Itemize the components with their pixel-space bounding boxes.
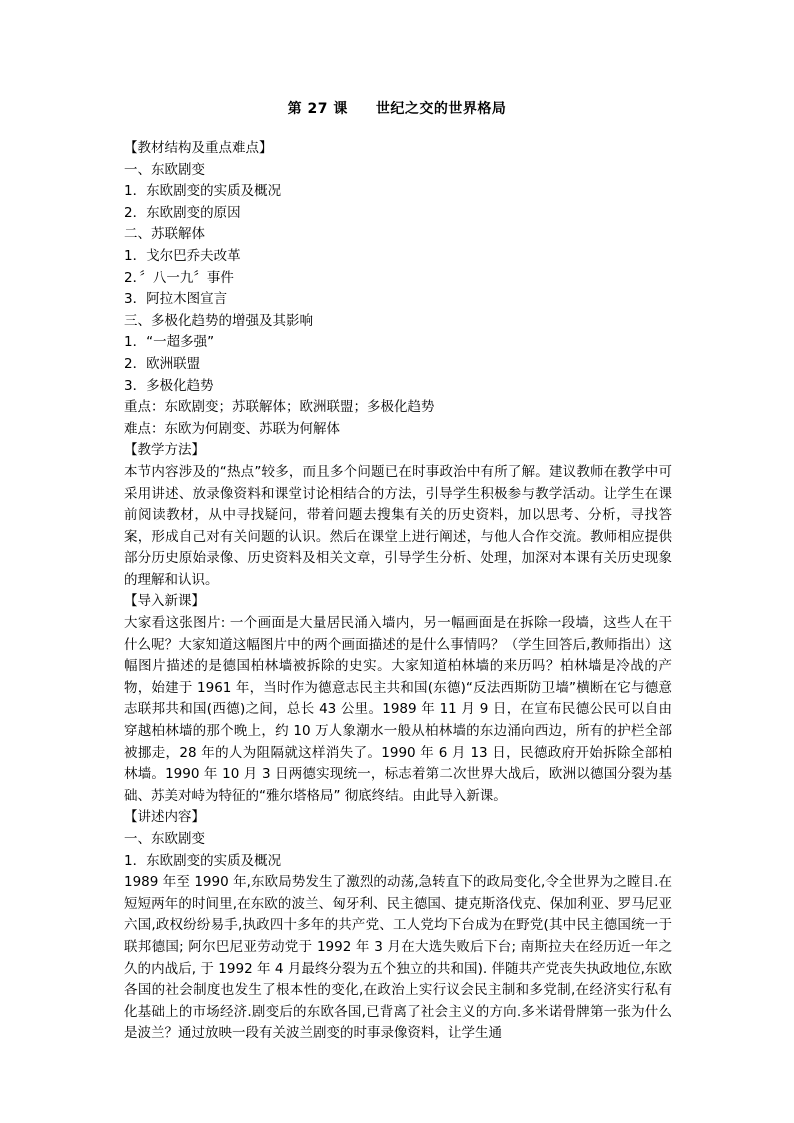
outline-item: 2．欧洲联盟 <box>124 355 201 372</box>
document-body <box>124 138 672 1045</box>
outline-item: 1．东欧剧变的实质及概况 <box>124 183 282 200</box>
outline-item: 2．〞八一九〞事件 <box>124 269 234 286</box>
outline-item: 3．阿拉木图宣言 <box>124 291 228 308</box>
lecture-paragraph: 1989 年至 1990 年,东欧局势发生了激烈的动荡,急转直下的政局变化,令全世界为之瞠目.在短短两年的时间里,在东欧的波兰、匈牙利、民主德国、捷克斯洛伐克、保加利亚、罗马尼亚六国,政权纷纷易手,执政四十多年的共产党、工人党均下台成为在野党(其中民主德国统一于联邦德国; 阿尔巴尼亚劳动党于 1992 年 3 月在大选失败后下台; 南斯拉夫在经历近一年之久的内战后, 于 1992 年 4 月最终分裂为五个独立的共和国). 伴随共产党丧失执政地位,东欧各国的社会制度也发生了根本性的变化,在政治上实行议会民主制和多党制,在经济实行私有化基础上的市场经济.剧变后的东欧各国,已背离了社会主义的方向.多米诺骨牌第一张为什么是波兰？通过放映一段有关波兰剧变的时事录像资料，让学生通 <box>124 874 672 1042</box>
difficult-points: 难点：东欧为何剧变、苏联为何解体 <box>124 420 340 437</box>
intro-paragraph: 大家看这张图片: 一个画面是大量居民涌入墙内，另一幅画面是在拆除一段墙，这些人在干什么呢？大家知道这幅图片中的两个画面描述的是什么事情吗？（学生回答后,教师指出）这幅图片描述的是德国柏林墙被拆除的史实。大家知道柏林墙的来历吗？柏林墙是冷战的产物，始建于 1961 年，当时作为德意志民主共和国(东德)“反法西斯防卫墙”横断在它与德意志联邦共和国(西德)之间，总长 43 公里。1989 年 11 月 9 日，在宣布民德公民可以自由穿越柏林墙的那个晚上，约 10 万人象潮水一般从柏林墙的东边涌向西边，所有的护栏全部被挪走，28 年的人为阻隔就这样消失了。1990 年 6 月 13 日，民德政府开始拆除全部柏林墙。1990 年 10 月 3 日两德实现统一，标志着第二次世界大战后，欧洲以德国分裂为基础、苏美对峙为特征的“雅尔塔格局” 彻底终结。由此导入新课。 <box>124 615 672 804</box>
key-points: 重点：东欧剧变；苏联解体；欧洲联盟；多极化趋势 <box>124 399 435 416</box>
lecture-subsection: 1．东欧剧变的实质及概况 <box>124 852 282 869</box>
outline-item: 2．东欧剧变的原因 <box>124 204 241 221</box>
page-title <box>0 98 794 118</box>
outline-item: 3．多极化趋势 <box>124 377 214 394</box>
outline-item: 二、苏联解体 <box>124 226 205 243</box>
lesson-name: 世纪之交的世界格局 <box>375 101 507 117</box>
outline-heading: 【教材结构及重点难点】 <box>124 140 273 156</box>
lecture-heading: 【讲述内容】 <box>124 809 205 826</box>
lesson-number: 第 27 课 <box>287 101 348 117</box>
outline-item: 三、多极化趋势的增强及其影响 <box>124 312 313 329</box>
outline-item: 一、东欧剧变 <box>124 161 205 178</box>
method-heading: 【教学方法】 <box>124 442 205 459</box>
intro-heading: 【导入新课】 <box>124 593 205 610</box>
method-paragraph: 本节内容涉及的“热点”较多，而且多个问题已在时事政治中有所了解。建议教师在教学中可采用讲述、放录像资料和课堂讨论相结合的方法，引导学生积极参与教学活动。让学生在课前阅读教材，从中寻找疑问，带着问题去搜集有关的历史资料，加以思考、分析，寻找答案，形成自己对有关问题的认识。然后在课堂上进行阐述，与他人合作交流。教师相应提供部分历史原始录像、历史资料及相关文章，引导学生分析、处理，加深对本课有关历史现象的理解和认识。 <box>124 463 672 588</box>
lecture-section: 一、东欧剧变 <box>124 831 205 847</box>
outline-item: 1．戈尔巴乔夫改革 <box>124 247 241 264</box>
outline-item: 1．“一超多强” <box>124 334 215 351</box>
